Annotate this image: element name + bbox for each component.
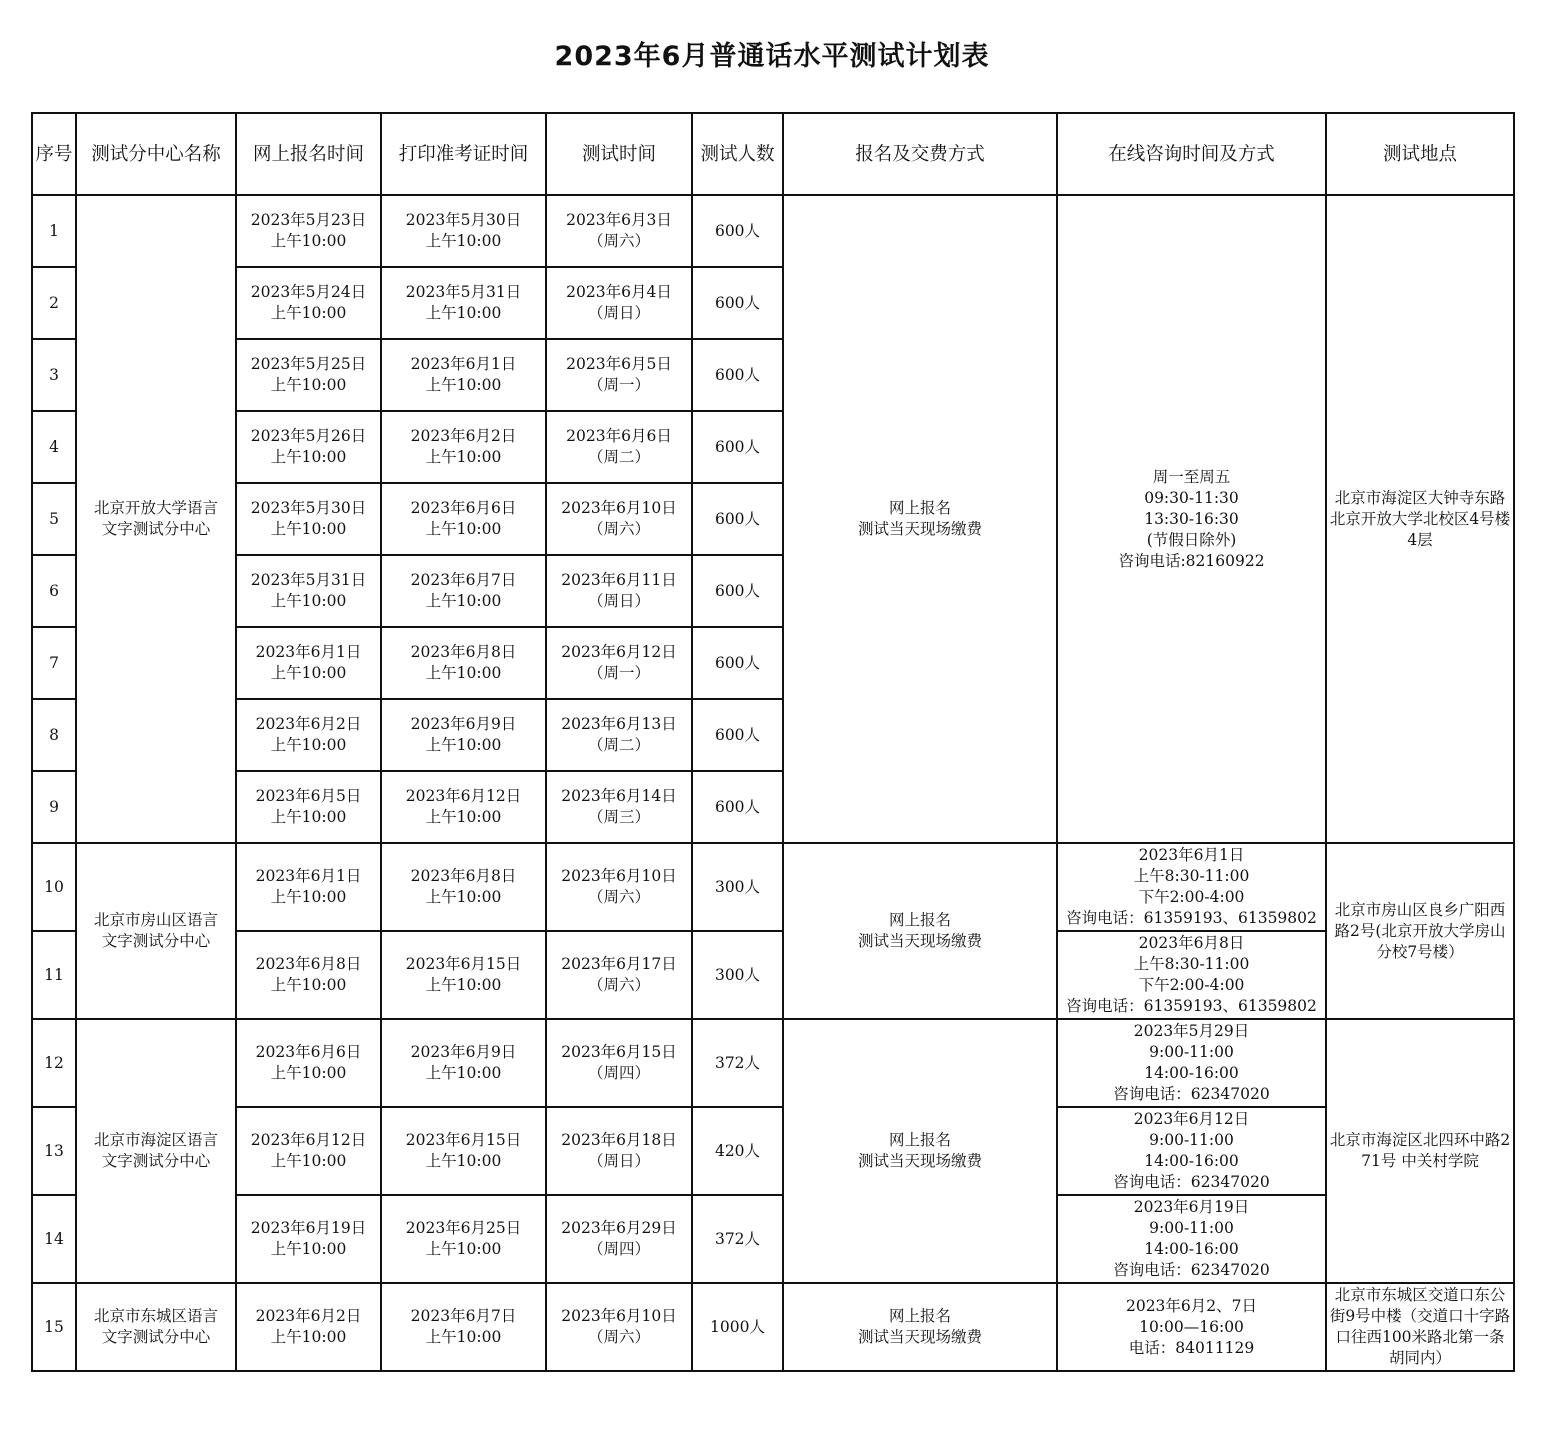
test-location: 北京市东城区交道口东公街9号中楼（交道口十字路口往西100米路北第一条胡同内） xyxy=(1326,1283,1514,1371)
print-ticket-time: 2023年6月6日 上午10:00 xyxy=(381,483,546,555)
row-number: 12 xyxy=(32,1019,76,1107)
print-ticket-time: 2023年6月2日 上午10:00 xyxy=(381,411,546,483)
test-location: 北京市房山区良乡广阳西路2号(北京开放大学房山分校7号楼） xyxy=(1326,843,1514,1019)
center-name: 北京市房山区语言 文字测试分中心 xyxy=(76,843,236,1019)
consult-info: 2023年6月19日 9:00-11:00 14:00-16:00 咨询电话：62347020 xyxy=(1057,1195,1326,1283)
registration-time: 2023年6月6日 上午10:00 xyxy=(236,1019,381,1107)
test-location: 北京市海淀区北四环中路271号 中关村学院 xyxy=(1326,1019,1514,1283)
test-time: 2023年6月11日 （周日） xyxy=(546,555,692,627)
print-ticket-time: 2023年5月30日 上午10:00 xyxy=(381,195,546,267)
row-number: 6 xyxy=(32,555,76,627)
page-title: 2023年6月普通话水平测试计划表 xyxy=(554,41,990,72)
print-ticket-time: 2023年6月7日 上午10:00 xyxy=(381,555,546,627)
registration-time: 2023年5月26日 上午10:00 xyxy=(236,411,381,483)
test-count: 600人 xyxy=(692,627,783,699)
row-number: 5 xyxy=(32,483,76,555)
print-ticket-time: 2023年6月12日 上午10:00 xyxy=(381,771,546,843)
center-name: 北京市海淀区语言 文字测试分中心 xyxy=(76,1019,236,1283)
registration-time: 2023年6月8日 上午10:00 xyxy=(236,931,381,1019)
print-ticket-time: 2023年6月7日 上午10:00 xyxy=(381,1283,546,1371)
print-ticket-time: 2023年6月9日 上午10:00 xyxy=(381,1019,546,1107)
row-number: 2 xyxy=(32,267,76,339)
test-time: 2023年6月13日 （周二） xyxy=(546,699,692,771)
registration-time: 2023年5月31日 上午10:00 xyxy=(236,555,381,627)
test-time: 2023年6月17日 （周六） xyxy=(546,931,692,1019)
row-number: 9 xyxy=(32,771,76,843)
row-number: 8 xyxy=(32,699,76,771)
header-row xyxy=(32,113,1514,195)
registration-time: 2023年6月19日 上午10:00 xyxy=(236,1195,381,1283)
row-number: 7 xyxy=(32,627,76,699)
registration-time: 2023年6月12日 上午10:00 xyxy=(236,1107,381,1195)
test-count: 600人 xyxy=(692,339,783,411)
registration-time: 2023年6月1日 上午10:00 xyxy=(236,627,381,699)
consult-info: 2023年6月8日 上午8:30-11:00 下午2:00-4:00 咨询电话：61359193、61359802 xyxy=(1057,931,1326,1019)
header-cell: 测试分中心名称 xyxy=(76,113,236,195)
test-time: 2023年6月5日 （周一） xyxy=(546,339,692,411)
consult-info: 2023年6月1日 上午8:30-11:00 下午2:00-4:00 咨询电话：61359193、61359802 xyxy=(1057,843,1326,931)
test-count: 420人 xyxy=(692,1107,783,1195)
table-row xyxy=(32,1195,1514,1283)
table-row xyxy=(32,1107,1514,1195)
print-ticket-time: 2023年6月1日 上午10:00 xyxy=(381,339,546,411)
print-ticket-time: 2023年6月8日 上午10:00 xyxy=(381,627,546,699)
print-ticket-time: 2023年6月25日 上午10:00 xyxy=(381,1195,546,1283)
print-ticket-time: 2023年6月15日 上午10:00 xyxy=(381,931,546,1019)
test-count: 300人 xyxy=(692,843,783,931)
header-cell: 测试时间 xyxy=(546,113,692,195)
print-ticket-time: 2023年6月15日 上午10:00 xyxy=(381,1107,546,1195)
registration-time: 2023年6月5日 上午10:00 xyxy=(236,771,381,843)
test-count: 600人 xyxy=(692,699,783,771)
payment-method: 网上报名 测试当天现场缴费 xyxy=(783,195,1057,843)
header-cell: 报名及交费方式 xyxy=(783,113,1057,195)
payment-method: 网上报名 测试当天现场缴费 xyxy=(783,1019,1057,1283)
table-row xyxy=(32,1019,1514,1107)
test-time: 2023年6月6日 （周二） xyxy=(546,411,692,483)
print-ticket-time: 2023年5月31日 上午10:00 xyxy=(381,267,546,339)
test-count: 600人 xyxy=(692,771,783,843)
table-row xyxy=(32,931,1514,1019)
table-row xyxy=(32,843,1514,931)
header-cell: 在线咨询时间及方式 xyxy=(1057,113,1326,195)
test-count: 300人 xyxy=(692,931,783,1019)
payment-method: 网上报名 测试当天现场缴费 xyxy=(783,843,1057,1019)
test-time: 2023年6月12日 （周一） xyxy=(546,627,692,699)
row-number: 14 xyxy=(32,1195,76,1283)
header-cell: 测试地点 xyxy=(1326,113,1514,195)
test-count: 600人 xyxy=(692,555,783,627)
test-count: 600人 xyxy=(692,195,783,267)
registration-time: 2023年5月30日 上午10:00 xyxy=(236,483,381,555)
registration-time: 2023年6月2日 上午10:00 xyxy=(236,699,381,771)
test-time: 2023年6月3日 （周六） xyxy=(546,195,692,267)
consult-info: 2023年6月2、7日 10:00—16:00 电话：84011129 xyxy=(1057,1283,1326,1371)
header-cell: 序号 xyxy=(32,113,76,195)
header-cell: 打印准考证时间 xyxy=(381,113,546,195)
center-name: 北京开放大学语言 文字测试分中心 xyxy=(76,195,236,843)
row-number: 10 xyxy=(32,843,76,931)
test-count: 1000人 xyxy=(692,1283,783,1371)
registration-time: 2023年6月2日 上午10:00 xyxy=(236,1283,381,1371)
row-number: 13 xyxy=(32,1107,76,1195)
test-count: 600人 xyxy=(692,267,783,339)
payment-method: 网上报名 测试当天现场缴费 xyxy=(783,1283,1057,1371)
consult-info: 2023年6月12日 9:00-11:00 14:00-16:00 咨询电话：62347020 xyxy=(1057,1107,1326,1195)
header-cell: 网上报名时间 xyxy=(236,113,381,195)
test-time: 2023年6月10日 （周六） xyxy=(546,1283,692,1371)
center-name: 北京市东城区语言 文字测试分中心 xyxy=(76,1283,236,1371)
schedule-table xyxy=(31,112,1515,1372)
test-count: 372人 xyxy=(692,1195,783,1283)
test-time: 2023年6月29日 （周四） xyxy=(546,1195,692,1283)
print-ticket-time: 2023年6月8日 上午10:00 xyxy=(381,843,546,931)
test-count: 372人 xyxy=(692,1019,783,1107)
test-time: 2023年6月14日 （周三） xyxy=(546,771,692,843)
test-time: 2023年6月18日 （周日） xyxy=(546,1107,692,1195)
test-location: 北京市海淀区大钟寺东路北京开放大学北校区4号楼4层 xyxy=(1326,195,1514,843)
registration-time: 2023年5月24日 上午10:00 xyxy=(236,267,381,339)
registration-time: 2023年5月23日 上午10:00 xyxy=(236,195,381,267)
test-time: 2023年6月10日 （周六） xyxy=(546,843,692,931)
registration-time: 2023年5月25日 上午10:00 xyxy=(236,339,381,411)
row-number: 1 xyxy=(32,195,76,267)
header-cell: 测试人数 xyxy=(692,113,783,195)
test-count: 600人 xyxy=(692,411,783,483)
table-row xyxy=(32,1283,1514,1371)
row-number: 3 xyxy=(32,339,76,411)
consult-info: 2023年5月29日 9:00-11:00 14:00-16:00 咨询电话：62347020 xyxy=(1057,1019,1326,1107)
test-time: 2023年6月15日 （周四） xyxy=(546,1019,692,1107)
row-number: 11 xyxy=(32,931,76,1019)
test-time: 2023年6月4日 （周日） xyxy=(546,267,692,339)
row-number: 15 xyxy=(32,1283,76,1371)
consult-info: 周一至周五 09:30-11:30 13:30-16:30 (节假日除外) 咨询电话:82160922 xyxy=(1057,195,1326,843)
print-ticket-time: 2023年6月9日 上午10:00 xyxy=(381,699,546,771)
test-time: 2023年6月10日 （周六） xyxy=(546,483,692,555)
row-number: 4 xyxy=(32,411,76,483)
test-count: 600人 xyxy=(692,483,783,555)
table-row xyxy=(32,195,1514,267)
registration-time: 2023年6月1日 上午10:00 xyxy=(236,843,381,931)
